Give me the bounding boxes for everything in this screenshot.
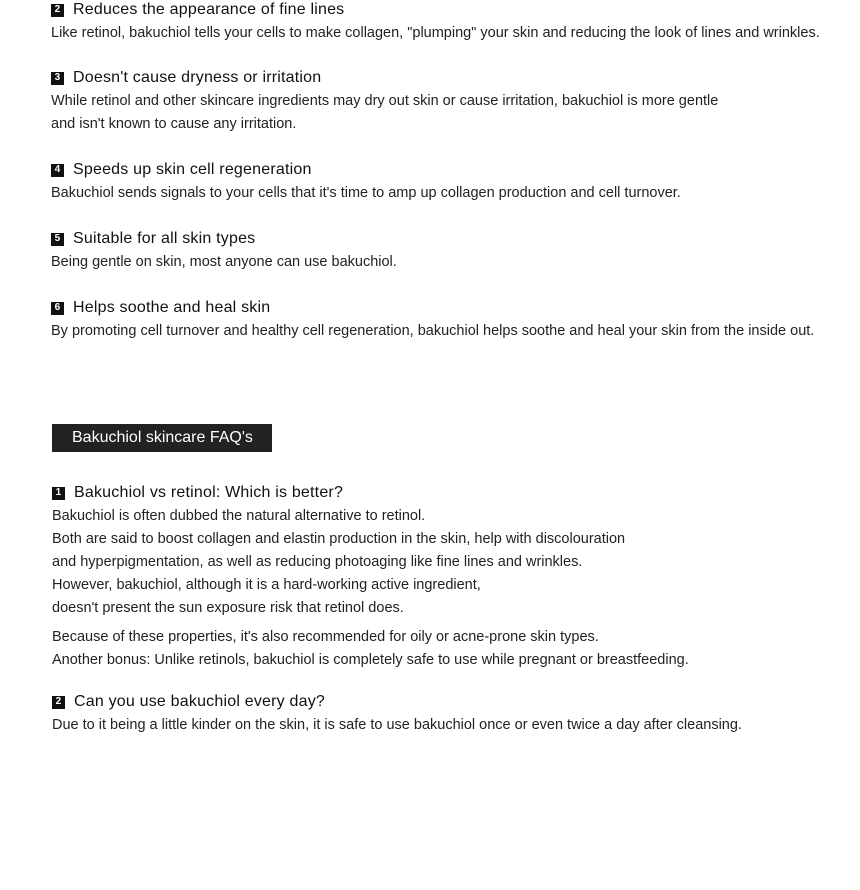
benefit-text-line: While retinol and other skincare ingredients may dry out skin or cause irritation, bakuchiol is more gentle — [51, 93, 719, 109]
benefit-heading — [51, 0, 841, 20]
faq-item — [52, 692, 842, 737]
faq-answer-line: Both are said to boost collagen and elastin production in the skin, help with discolouration — [52, 531, 626, 547]
faq-question-title: Bakuchiol vs retinol: Which is better? — [74, 484, 344, 501]
number-badge: 4 — [51, 164, 64, 177]
benefit-item — [51, 0, 841, 45]
benefit-title: Speeds up skin cell regeneration — [73, 161, 312, 178]
benefit-title: Helps soothe and heal skin — [73, 299, 271, 316]
benefit-heading — [51, 160, 841, 180]
faq-answer-line: Because of these properties, it's also recommended for oily or acne-prone skin types. — [52, 629, 599, 645]
faq-item — [52, 483, 842, 672]
benefit-item — [51, 298, 841, 343]
number-badge: 3 — [51, 72, 64, 85]
number-badge: 2 — [51, 4, 64, 17]
benefit-title: Suitable for all skin types — [73, 230, 256, 247]
number-badge: 1 — [52, 487, 65, 500]
benefit-item — [51, 68, 841, 136]
number-badge: 5 — [51, 233, 64, 246]
benefit-text: Bakuchiol sends signals to your cells that it's time to amp up collagen production and cell turnover. — [51, 185, 681, 201]
benefit-heading — [51, 229, 841, 249]
faq-answer-line: Due to it being a little kinder on the skin, it is safe to use bakuchiol once or even twice a day after cleansing. — [52, 717, 742, 733]
benefit-item — [51, 160, 841, 205]
faq-question-title: Can you use bakuchiol every day? — [74, 693, 325, 710]
benefit-title: Reduces the appearance of fine lines — [73, 1, 345, 18]
benefit-item — [51, 229, 841, 274]
faq-section-banner: Bakuchiol skincare FAQ's — [52, 424, 272, 452]
faq-question — [52, 692, 842, 712]
benefit-text: Like retinol, bakuchiol tells your cells to make collagen, "plumping" your skin and reducing the look of lines and wrinkles. — [51, 25, 820, 41]
faq-answer-line: Bakuchiol is often dubbed the natural alternative to retinol. — [52, 508, 426, 524]
faq-answer-line: However, bakuchiol, although it is a hard-working active ingredient, — [52, 577, 481, 593]
faq-answer-line: and hyperpigmentation, as well as reducing photoaging like fine lines and wrinkles. — [52, 554, 583, 570]
faq-answer-paragraph — [52, 505, 842, 620]
faq-answer-line: doesn't present the sun exposure risk that retinol does. — [52, 600, 404, 616]
number-badge: 2 — [52, 696, 65, 709]
number-badge: 6 — [51, 302, 64, 315]
benefit-text-line: and isn't known to cause any irritation. — [51, 116, 297, 132]
benefit-heading — [51, 298, 841, 318]
faq-question — [52, 483, 842, 503]
benefit-text: By promoting cell turnover and healthy cell regeneration, bakuchiol helps soothe and heal your skin from the inside out. — [51, 323, 815, 339]
faq-answer-line: Another bonus: Unlike retinols, bakuchiol is completely safe to use while pregnant or breastfeeding. — [52, 652, 689, 668]
faq-answer-paragraph — [52, 626, 842, 672]
benefit-heading — [51, 68, 841, 88]
benefit-text: Being gentle on skin, most anyone can use bakuchiol. — [51, 254, 397, 270]
benefit-title: Doesn't cause dryness or irritation — [73, 69, 322, 86]
